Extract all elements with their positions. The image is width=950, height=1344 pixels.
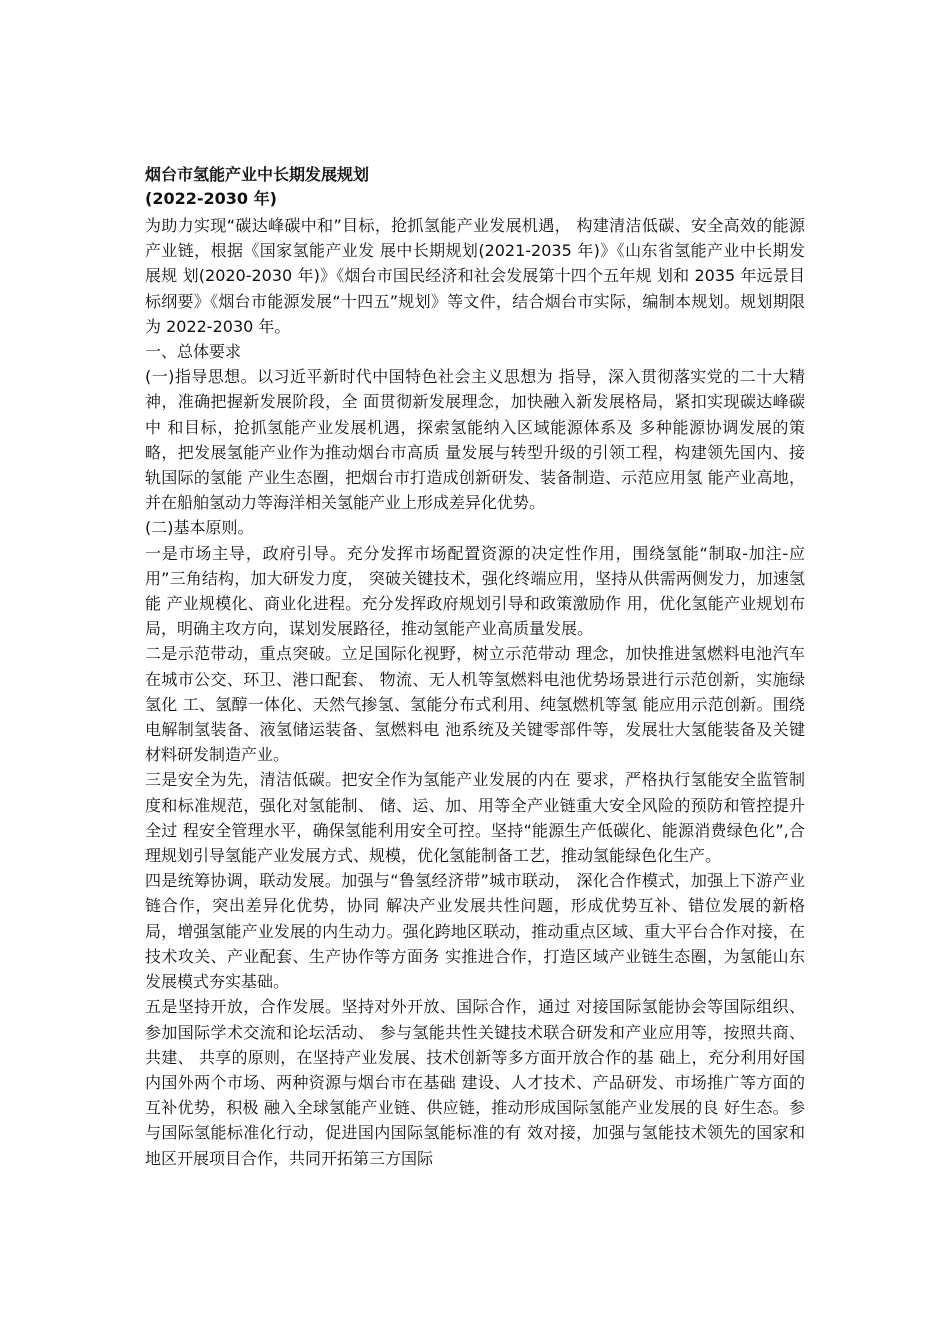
document-page — [145, 163, 805, 1171]
paragraph-principle-5: 五是坚持开放，合作发展。坚持对外开放、国际合作，通过 对接国际氢能协会等国际组织、参加国际学术交流和论坛活动、 参与氢能共性关键技术联合研发和产业应用等，按照共商、共建、 共享的原则，在坚持产业发展、技术创新等多方面开放合作的基 础上，充分利用好国内国外两个市场、两种资源与烟台市在基础 建设、人才技术、产品研发、市场推广等方面的互补优势，积极 融入全球氢能产业链、供应链，推动形成国际氢能产业发展的良 好生态。参与国际氢能标准化行动，促进国内国际氢能标准的有 效对接，加强与氢能技术领先的国家和地区开展项目合作，共同开拓第三方国际 — [145, 997, 805, 1168]
paragraph-principle-1: 一是市场主导，政府引导。充分发挥市场配置资源的决定性作用，围绕氢能“制取-加注-应用”三角结构，加大研发力度， 突破关键技术，强化终端应用，坚持从供需两侧发力，加速氢能 产业规模化、商业化进程。充分发挥政府规划引导和政策激励作 用，优化氢能产业规划布局，明确主攻方向，谋划发展路径，推动氢能产业高质量发展。 — [145, 543, 805, 639]
subsection-heading-basic-principles: (二)基本原则。 — [145, 518, 254, 538]
paragraph-principle-4: 四是统筹协调，联动发展。加强与“鲁氢经济带”城市联动， 深化合作模式，加强上下游产业链合作，突出差异化优势，协同 解决产业发展共性问题，形成优势互补、错位发展的新格局，增强氢能产业发展的内生动力。强化跨地区联动，推动重点区域、重大平台合作对接，在技术攻关、产业配套、生产协作等方面务 实推进合作，打造区域产业链生态圈，为氢能山东发展模式夯实基础。 — [145, 871, 805, 992]
document-title: 烟台市氢能产业中长期发展规划 — [145, 165, 370, 184]
paragraph-principle-3: 三是安全为先，清洁低碳。把安全作为氢能产业发展的内在 要求，严格执行氢能安全监管制度和标准规范，强化对氢能制、 储、运、加、用等全产业链重大安全风险的预防和管控提升全过 程安全管理水平，确保氢能利用安全可控。坚持“能源生产低碳化、能源消费绿色化”,合理规划引导氢能产业发展方式、规模，优化氢能制备工艺，推动氢能绿色化生产。 — [145, 770, 805, 866]
section-heading-general-requirements: 一、总体要求 — [145, 342, 242, 362]
paragraph-principle-2: 二是示范带动，重点突破。立足国际化视野，树立示范带动 理念，加快推进氢燃料电池汽车在城市公交、环卫、港口配套、 物流、无人机等氢燃料电池优势场景进行示范创新，实施绿氢化 工、氢醇一体化、天然气掺氢、氢能分布式利用、纯氢燃机等氢 能应用示范创新。围绕电解制氢装备、液氢储运装备、氢燃料电 池系统及关键零部件等，发展壮大氢能装备及关键材料研发制造产业。 — [145, 644, 805, 765]
paragraph-guiding-thought: (一)指导思想。以习近平新时代中国特色社会主义思想为 指导，深入贯彻落实党的二十大精神，准确把握新发展阶段，全 面贯彻新发展理念，加快融入新发展格局，紧扣实现碳达峰碳中 和目标，抢抓氢能产业发展机遇，探索氢能纳入区域能源体系及 多种能源协调发展的策略，把发展氢能产业作为推动烟台市高质 量发展与转型升级的引领工程，构建领先国内、接轨国际的氢能 产业生态圈，把烟台市打造成创新研发、装备制造、示范应用氢 能产业高地，并在船舶氢动力等海洋相关氢能产业上形成差异化优势。 — [145, 367, 805, 513]
paragraph-intro: 为助力实现“碳达峰碳中和”目标，抢抓氢能产业发展机遇， 构建清洁低碳、安全高效的能源产业链，根据《国家氢能产业发 展中长期规划(2021-2035 年)》《山东省氢能产业中长期发展规 划(2020-2030 年)》《烟台市国民经济和社会发展第十四个五年规 划和 2035 年远景目标纲要》《烟台市能源发展“十四五”规划》等文件，结合烟台市实际，编制本规划。规划期限为 2022-2030 年。 — [145, 216, 805, 336]
document-subtitle: (2022-2030 年) — [145, 189, 277, 208]
